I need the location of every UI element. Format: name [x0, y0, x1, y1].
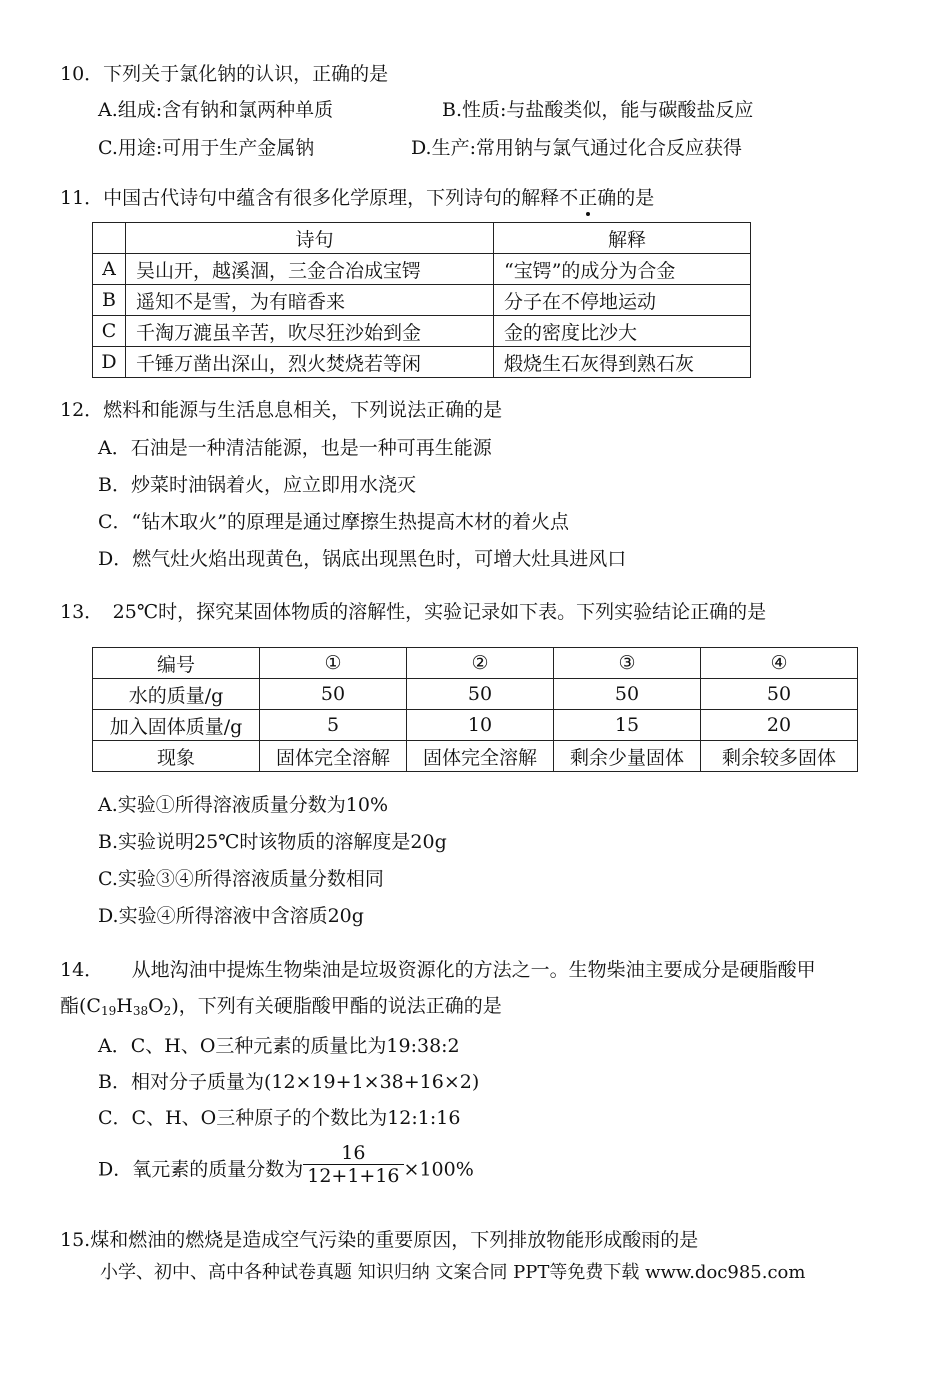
table-header-cell: 解释: [494, 223, 751, 254]
q14-stem-line2: 酯$(C_{19}H_{38}O_2)$，下列有关硬脂酸甲酯的说法正确的是: [60, 995, 502, 1018]
q13-stem: 13． 25℃时，探究某固体物质的溶解性，实验记录如下表。下列实验结论正确的是: [60, 601, 767, 623]
table-cell: 千锤万凿出深山，烈火焚烧若等闲: [126, 347, 494, 378]
q14-option-b: B．相对分子质量为(12×19+1×38+16×2): [98, 1071, 480, 1093]
page-footer: 小学、初中、高中各种试卷真题 知识归纳 文案合同 PPT等免费下载 www.doc985.com: [100, 1262, 806, 1283]
q13-option-b: B.实验说明25℃时该物质的溶解度是20g: [98, 831, 447, 853]
table-cell: 吴山开，越溪涸，三金合冶成宝锷: [126, 254, 494, 285]
table-header-cell: [93, 223, 126, 254]
table-row: [93, 316, 751, 347]
q12-option-c: C．“钻木取火”的原理是通过摩擦生热提高木材的着火点: [98, 511, 569, 533]
table-cell: 编号: [93, 648, 260, 679]
q15-stem: 15.煤和燃油的燃烧是造成空气污染的重要原因，下列排放物能形成酸雨的是: [60, 1229, 699, 1251]
q11-table: [92, 222, 751, 378]
fraction: $\frac{16}{12+1+16}$: [303, 1142, 403, 1187]
q11-emphasis: 不正确: [559, 187, 617, 209]
table-cell: 50: [260, 679, 407, 710]
q10-stem: 10．下列关于氯化钠的认识，正确的是: [60, 63, 389, 85]
table-cell: 遥知不是雪，为有暗香来: [126, 285, 494, 316]
table-cell: ②: [407, 648, 554, 679]
table-cell: “宝锷”的成分为合金: [494, 254, 751, 285]
q10-option-a: A.组成:含有钠和氯两种单质: [98, 99, 334, 121]
table-row: [93, 710, 858, 741]
table-cell: 加入固体质量/g: [93, 710, 260, 741]
table-cell: 固体完全溶解: [260, 741, 407, 772]
table-cell: 固体完全溶解: [407, 741, 554, 772]
q11-stem: 11．中国古代诗句中蕴含有很多化学原理，下列诗句的解释不正确的是: [60, 187, 655, 209]
table-row: [93, 648, 858, 679]
table-cell: 50: [554, 679, 701, 710]
table-header-cell: 诗句: [126, 223, 494, 254]
table-cell: ④: [701, 648, 858, 679]
q12-stem: 12．燃料和能源与生活息息相关，下列说法正确的是: [60, 399, 503, 421]
q12-option-a: A．石油是一种清洁能源，也是一种可再生能源: [98, 437, 492, 459]
table-cell: 现象: [93, 741, 260, 772]
table-cell: 煅烧生石灰得到熟石灰: [494, 347, 751, 378]
table-cell: 10: [407, 710, 554, 741]
q10-option-c: C.用途:可用于生产金属钠: [98, 137, 315, 159]
table-cell: ①: [260, 648, 407, 679]
table-row: [93, 679, 858, 710]
table-row: [93, 254, 751, 285]
table-row: [93, 741, 858, 772]
table-row: [93, 223, 751, 254]
q13-option-d: D.实验④所得溶液中含溶质20g: [98, 905, 364, 927]
q13-option-c: C.实验③④所得溶液质量分数相同: [98, 868, 384, 890]
table-cell: 分子在不停地运动: [494, 285, 751, 316]
q14-stem-line1: 14． 从地沟油中提炼生物柴油是垃圾资源化的方法之一。生物柴油主要成分是硬脂酸甲: [60, 959, 816, 981]
q14-option-d: D．氧元素的质量分数为 $\frac{16}{12+1+16}$ ×100%: [98, 1142, 474, 1187]
table-cell: 水的质量/g: [93, 679, 260, 710]
q13-option-a: A.实验①所得溶液质量分数为10%: [98, 794, 388, 816]
q12-option-d: D．燃气灶火焰出现黄色，锅底出现黑色时，可增大灶具进风口: [98, 548, 627, 570]
table-row: [93, 347, 751, 378]
q14-option-a: A．C、H、O三种元素的质量比为19:38:2: [98, 1035, 460, 1057]
table-cell: ③: [554, 648, 701, 679]
table-cell: 剩余少量固体: [554, 741, 701, 772]
q13-table: [92, 647, 858, 772]
q12-option-b: B．炒菜时油锅着火，应立即用水浇灭: [98, 474, 416, 496]
table-cell: 5: [260, 710, 407, 741]
table-cell: 15: [554, 710, 701, 741]
table-cell: 金的密度比沙大: [494, 316, 751, 347]
table-cell: 20: [701, 710, 858, 741]
table-cell: B: [93, 285, 126, 316]
table-cell: 50: [701, 679, 858, 710]
table-cell: A: [93, 254, 126, 285]
q10-option-b: B.性质:与盐酸类似，能与碳酸盐反应: [442, 99, 754, 121]
q14-option-c: C．C、H、O三种原子的个数比为12:1:16: [98, 1107, 461, 1129]
table-cell: 剩余较多固体: [701, 741, 858, 772]
table-row: [93, 285, 751, 316]
q10-option-d: D.生产:常用钠与氯气通过化合反应获得: [411, 137, 742, 159]
table-cell: 千淘万漉虽辛苦，吹尽狂沙始到金: [126, 316, 494, 347]
table-cell: 50: [407, 679, 554, 710]
table-cell: C: [93, 316, 126, 347]
table-cell: D: [93, 347, 126, 378]
